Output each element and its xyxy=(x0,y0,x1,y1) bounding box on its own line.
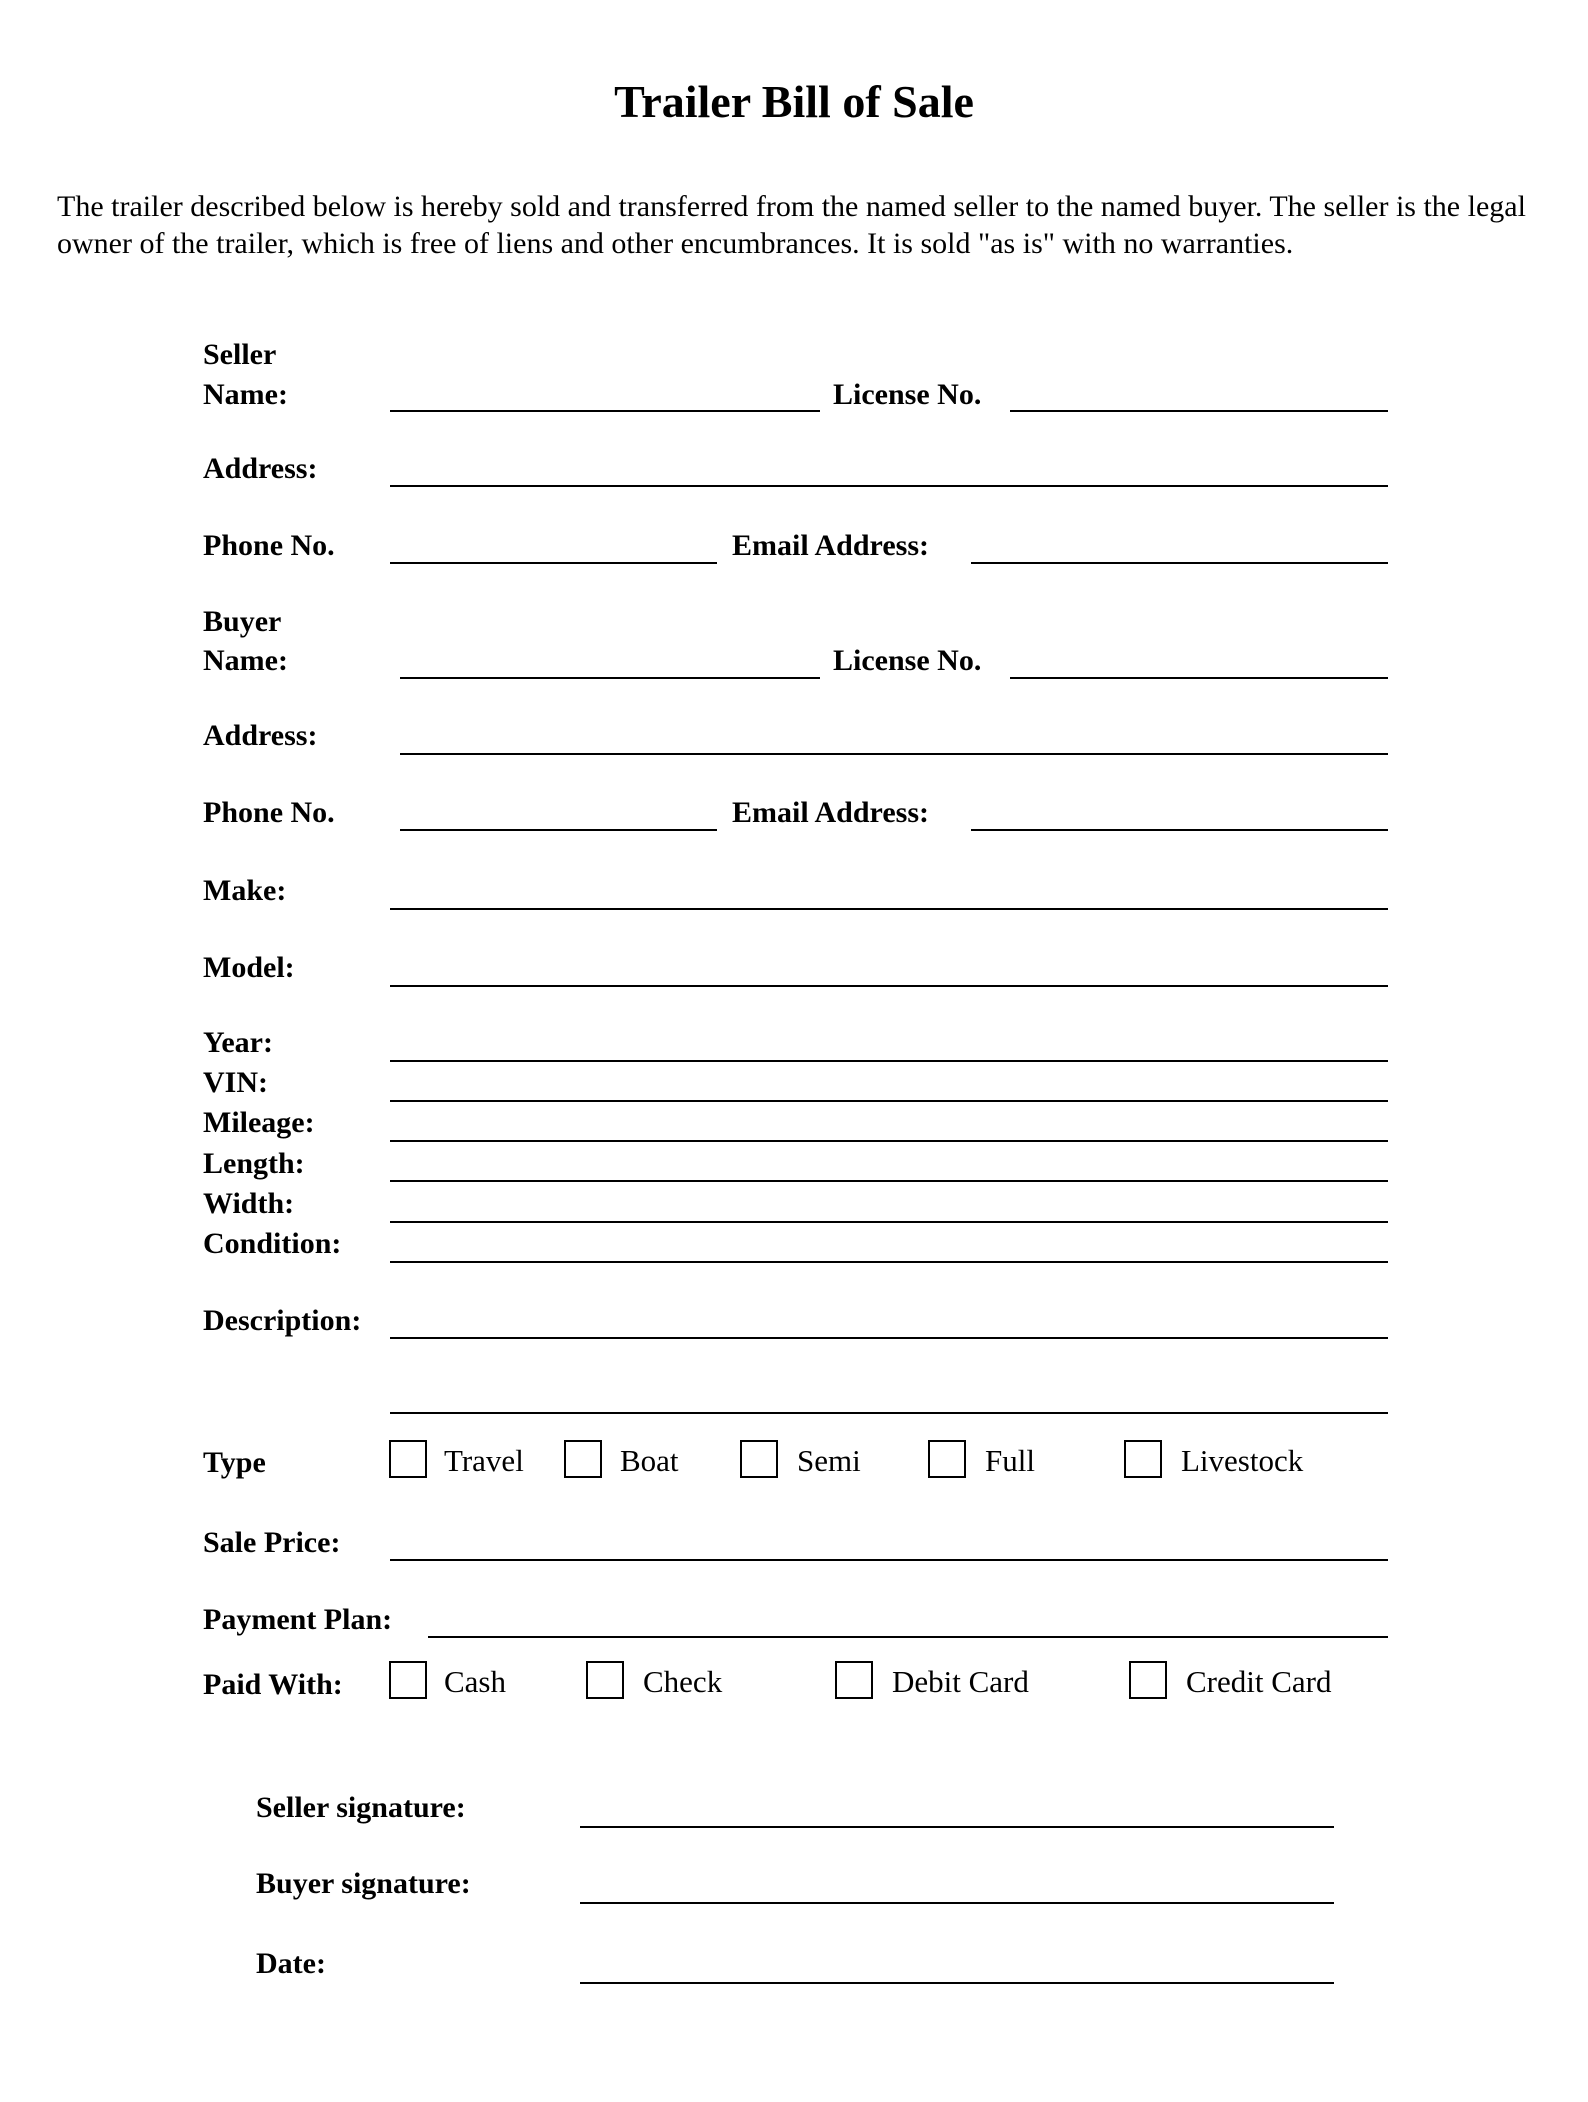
description-label: Description: xyxy=(203,1304,362,1337)
buyer-license-field[interactable] xyxy=(1010,677,1388,679)
sale-price-label: Sale Price: xyxy=(203,1526,341,1559)
buyer-name-field[interactable] xyxy=(400,677,820,679)
make-field[interactable] xyxy=(390,908,1388,910)
description-field-line-1[interactable] xyxy=(390,1337,1388,1339)
type-livestock-label: Livestock xyxy=(1181,1443,1304,1478)
paid-check-label: Check xyxy=(643,1664,723,1699)
type-boat-checkbox[interactable] xyxy=(564,1440,602,1478)
length-field[interactable] xyxy=(390,1180,1388,1182)
seller-name-field[interactable] xyxy=(390,410,820,412)
buyer-license-label: License No. xyxy=(833,644,982,677)
payment-plan-field[interactable] xyxy=(428,1636,1388,1638)
width-label: Width: xyxy=(203,1187,295,1220)
type-label: Type xyxy=(203,1446,266,1479)
buyer-address-label: Address: xyxy=(203,719,318,752)
buyer-address-field[interactable] xyxy=(400,753,1388,755)
paid-debit-card-checkbox[interactable] xyxy=(835,1661,873,1699)
buyer-email-field[interactable] xyxy=(971,829,1388,831)
payment-plan-label: Payment Plan: xyxy=(203,1603,393,1636)
buyer-email-label: Email Address: xyxy=(732,796,929,829)
seller-email-label: Email Address: xyxy=(732,529,929,562)
buyer-signature-label: Buyer signature: xyxy=(256,1867,471,1900)
make-label: Make: xyxy=(203,874,287,907)
type-full-checkbox[interactable] xyxy=(928,1440,966,1478)
date-label: Date: xyxy=(256,1947,326,1980)
seller-license-label: License No. xyxy=(833,378,982,411)
buyer-phone-field[interactable] xyxy=(400,829,717,831)
page-title: Trailer Bill of Sale xyxy=(614,76,974,127)
paid-check-checkbox[interactable] xyxy=(586,1661,624,1699)
seller-license-field[interactable] xyxy=(1010,410,1388,412)
seller-name-label: Name: xyxy=(203,378,288,411)
description-field-line-2[interactable] xyxy=(390,1412,1388,1414)
type-travel-checkbox[interactable] xyxy=(389,1440,427,1478)
sale-price-field[interactable] xyxy=(390,1559,1388,1561)
vin-field[interactable] xyxy=(390,1100,1388,1102)
buyer-phone-label: Phone No. xyxy=(203,796,335,829)
year-label: Year: xyxy=(203,1026,273,1059)
width-field[interactable] xyxy=(390,1221,1388,1223)
type-boat-label: Boat xyxy=(620,1443,679,1478)
seller-signature-label: Seller signature: xyxy=(256,1791,466,1824)
buyer-signature-field[interactable] xyxy=(580,1902,1334,1904)
type-travel-label: Travel xyxy=(444,1443,524,1478)
type-semi-checkbox[interactable] xyxy=(740,1440,778,1478)
buyer-heading: Buyer xyxy=(203,605,282,638)
vin-label: VIN: xyxy=(203,1066,268,1099)
length-label: Length: xyxy=(203,1147,305,1180)
condition-field[interactable] xyxy=(390,1261,1388,1263)
seller-signature-field[interactable] xyxy=(580,1826,1334,1828)
buyer-name-label: Name: xyxy=(203,644,288,677)
intro-paragraph: The trailer described below is hereby sold and transferred from the named seller to the named buyer. The seller is the legal owner of the trailer, which is free of liens and other encumbrances. It is sold "as is" with no warranties. xyxy=(57,190,1526,260)
model-label: Model: xyxy=(203,951,295,984)
condition-label: Condition: xyxy=(203,1227,342,1260)
paid-with-label: Paid With: xyxy=(203,1668,343,1701)
type-livestock-checkbox[interactable] xyxy=(1124,1440,1162,1478)
paid-credit-card-checkbox[interactable] xyxy=(1129,1661,1167,1699)
mileage-label: Mileage: xyxy=(203,1106,315,1139)
type-full-label: Full xyxy=(985,1443,1035,1478)
paid-cash-label: Cash xyxy=(444,1664,506,1699)
seller-phone-label: Phone No. xyxy=(203,529,335,562)
paid-cash-checkbox[interactable] xyxy=(389,1661,427,1699)
seller-address-field[interactable] xyxy=(390,485,1388,487)
mileage-field[interactable] xyxy=(390,1140,1388,1142)
seller-heading: Seller xyxy=(203,338,277,371)
year-field[interactable] xyxy=(390,1060,1388,1062)
paid-credit-card-label: Credit Card xyxy=(1186,1664,1332,1699)
date-field[interactable] xyxy=(580,1982,1334,1984)
paid-debit-card-label: Debit Card xyxy=(892,1664,1029,1699)
seller-address-label: Address: xyxy=(203,452,318,485)
seller-phone-field[interactable] xyxy=(390,562,717,564)
model-field[interactable] xyxy=(390,985,1388,987)
type-semi-label: Semi xyxy=(797,1443,861,1478)
seller-email-field[interactable] xyxy=(971,562,1388,564)
